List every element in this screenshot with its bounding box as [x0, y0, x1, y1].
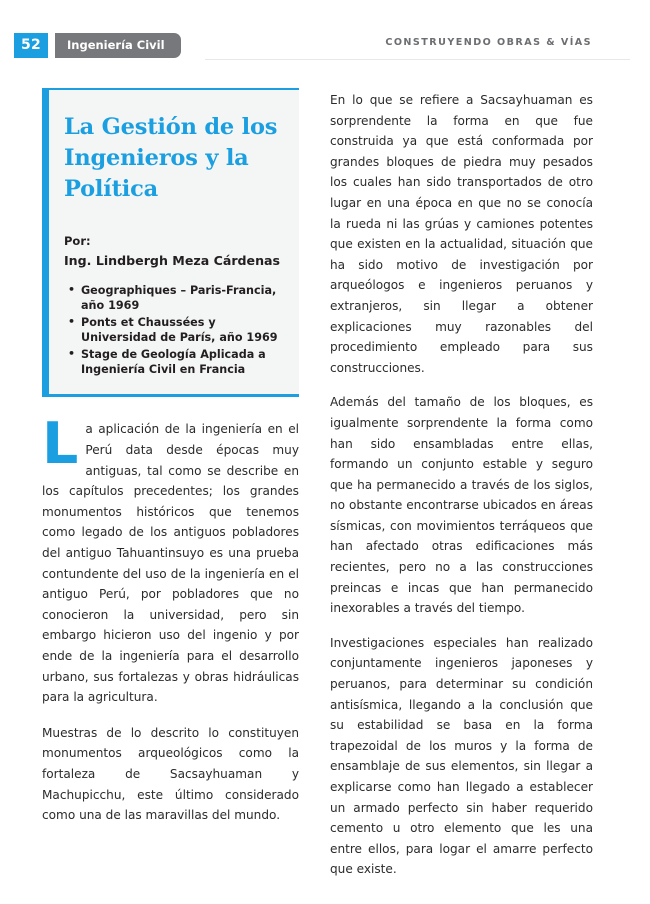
section-tab: Ingeniería Civil — [55, 33, 181, 58]
byline — [64, 233, 285, 270]
author-name: Ing. Lindbergh Meza Cárdenas — [64, 253, 281, 268]
author-credentials-list — [64, 283, 285, 377]
body-paragraph: Además del tamaño de los bloques, es igualmente sorprendente la forma como han sido ensambladas entre ellas, formando un conjunto estable y seguro que ha permanecido a través de los siglos, no obstante encontrarse ubicados en áreas sísmicas, con movimientos terráqueos que han afectado otras edificaciones más recientes, pero no a las construcciones preincas e incas que han permanecido inexorables a través del tiempo. — [330, 395, 593, 616]
body-paragraph: En lo que se refiere a Sacsayhuaman es sorprendente la forma en que fue construida ya que está conformada por grandes bloques de piedra muy pesados los cuales han sido transportados de otro lugar en una época en que no se conocía la rueda ni las grúas y camiones potentes que existen en la actualidad, situación que ha sido motivo de investigación por arqueólogos e ingenieros peruanos y extranjeros, sin llegar a obtener explicaciones muy razonables del procedimiento empleado para sus construcciones. — [330, 93, 593, 375]
publication-title: CONSTRUYENDO OBRAS & VÍAS — [385, 37, 592, 48]
list-item: • Stage de Geología Aplicada a Ingeniería Civil en Francia — [81, 347, 285, 378]
running-header — [0, 33, 650, 59]
list-item: • Ponts et Chaussées y Universidad de París, año 1969 — [81, 315, 285, 346]
body-paragraph: Investigaciones especiales han realizado conjuntamente ingenieros japoneses y peruanos, para determinar su condición antisísmica, llegando a la conclusión que su estabilidad se basa en la forma trapezoidal de los muros y la forma de ensamblaje de sus elementos, sin llegar a explicarse como han llegado a establecer un armado perfecto sin haber requerido cemento u otro elemento que les una entre ellos, para logar el amarre perfecto que existe. — [330, 635, 593, 877]
right-column — [330, 90, 593, 880]
body-paragraph: Muestras de lo descrito lo constituyen monumentos arqueológicos como la fortaleza de Sacsayhuaman y Machupicchu, este último considerado como una de las maravillas del mundo. — [42, 725, 299, 823]
list-item: • Geographiques – Paris-Francia, año 1969 — [81, 283, 285, 314]
body-paragraph: La aplicación de la ingeniería en el Perú data desde épocas muy antiguas, tal como se describe en los capítulos precedentes; los grandes monumentos históricos que tenemos como legado de los antiguos pobladores del antiguo Tahuantinsuyo es una prueba contundente del uso de la ingeniería en el antiguo Perú, por pobladores que no conocieron la universidad, pero sin embargo hicieron uso del ingenio y por ende de la ingeniería para el desarrollo urbano, sus fortalezas y obras hidráulicas para la agricultura. — [42, 411, 299, 705]
header-divider — [205, 59, 630, 60]
page-number-badge: 52 — [14, 33, 48, 58]
page-title: La Gestión de los Ingenieros y la Política — [64, 114, 278, 202]
byline-label: Por: — [64, 234, 91, 248]
left-column — [42, 88, 299, 841]
article-title-card — [42, 88, 299, 397]
